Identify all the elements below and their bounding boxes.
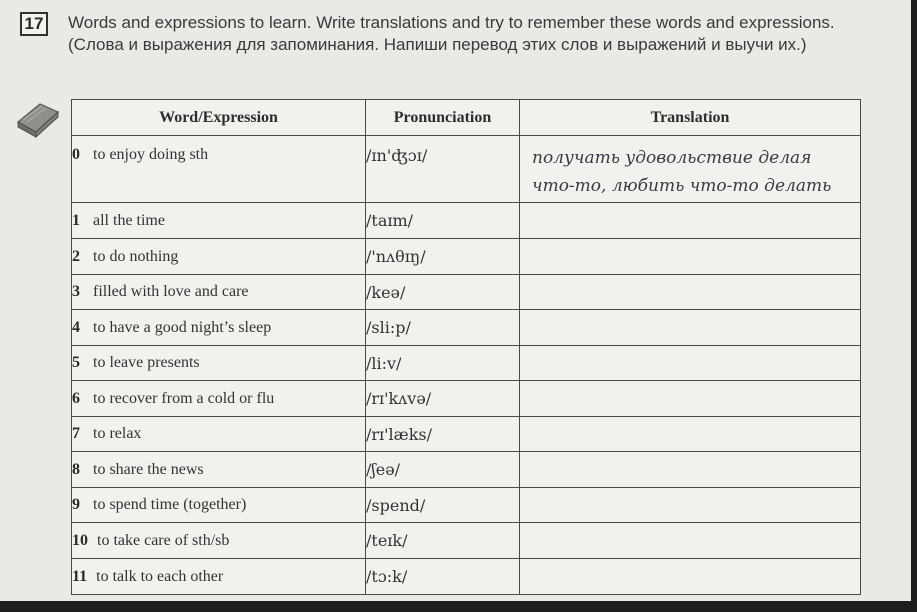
header-pronunciation: Pronunciation (366, 100, 520, 136)
word-cell (72, 488, 366, 523)
word-cell (72, 275, 366, 310)
word-text: to leave presents (93, 354, 200, 371)
pronunciation-cell: /'nʌθɪŋ/ (366, 239, 520, 275)
translation-cell[interactable] (520, 275, 861, 310)
handwritten-translation (520, 136, 860, 200)
translation-cell[interactable] (520, 452, 861, 488)
word-text: to relax (93, 425, 142, 442)
translation-line-2: что-то, любить что-то делать (532, 176, 832, 196)
header-word: Word/Expression (72, 100, 366, 136)
pronunciation-cell: /rɪ'kʌvə/ (366, 381, 520, 417)
task-number: 17 (24, 14, 44, 33)
row-number: 2 (72, 247, 80, 265)
table-row-7 (72, 417, 861, 452)
word-cell (72, 203, 366, 239)
pronunciation-cell: /sli:p/ (366, 310, 520, 346)
word-cell (72, 381, 366, 417)
table-header-row (72, 100, 861, 136)
row-number: 4 (72, 318, 80, 336)
pronunciation-cell: /li:v/ (366, 346, 520, 381)
row-number: 8 (72, 460, 80, 478)
word-text: to spend time (together) (93, 496, 247, 513)
row-number: 10 (72, 531, 88, 549)
task-instructions (68, 12, 868, 56)
row-number: 11 (72, 567, 88, 585)
table-row-3 (72, 275, 861, 310)
vocabulary-table (71, 99, 861, 595)
translation-cell[interactable] (520, 310, 861, 346)
header-translation: Translation (520, 100, 861, 136)
word-text: to recover from a cold or flu (93, 389, 275, 407)
table-row-4 (72, 310, 861, 346)
word-text: to have a good night’s sleep (93, 318, 272, 336)
translation-cell[interactable] (520, 203, 861, 239)
table-row-8 (72, 452, 861, 488)
pronunciation-cell: /ʃeə/ (366, 452, 520, 488)
word-cell (72, 136, 366, 203)
row-number: 7 (72, 425, 80, 442)
translation-cell[interactable] (520, 346, 861, 381)
pronunciation-cell: /spend/ (366, 488, 520, 523)
row-number: 1 (72, 211, 80, 229)
word-text: to talk to each other (96, 567, 224, 585)
word-text: all the time (93, 211, 165, 229)
translation-cell[interactable] (520, 136, 861, 203)
word-text: to take care of sth/sb (97, 531, 230, 549)
translation-cell[interactable] (520, 417, 861, 452)
table-row-2 (72, 239, 861, 275)
word-cell (72, 452, 366, 488)
word-cell (72, 417, 366, 452)
word-text: filled with love and care (93, 283, 249, 300)
pronunciation-cell: /taɪm/ (366, 203, 520, 239)
table-row-6 (72, 381, 861, 417)
word-cell (72, 346, 366, 381)
word-cell (72, 559, 366, 595)
translation-cell[interactable] (520, 488, 861, 523)
translation-cell[interactable] (520, 559, 861, 595)
word-cell (72, 239, 366, 275)
word-cell (72, 523, 366, 559)
pronunciation-cell: /tɔ:k/ (366, 559, 520, 595)
word-cell (72, 310, 366, 346)
table-row-0 (72, 136, 861, 203)
row-number: 0 (72, 146, 80, 163)
table-row-10 (72, 523, 861, 559)
row-number: 3 (72, 283, 80, 300)
task-number-box (20, 12, 48, 36)
table-row-11 (72, 559, 861, 595)
word-text: to do nothing (93, 247, 179, 265)
table-row-9 (72, 488, 861, 523)
notebook-icon (14, 100, 60, 140)
row-number: 5 (72, 354, 80, 371)
translation-cell[interactable] (520, 381, 861, 417)
translation-cell[interactable] (520, 523, 861, 559)
pronunciation-cell: /ɪn'ʤɔɪ/ (366, 136, 520, 203)
pronunciation-cell: /teɪk/ (366, 523, 520, 559)
row-number: 6 (72, 389, 80, 407)
instruction-russian: (Слова и выражения для запоминания. Напиши перевод этих слов и выражений и выучи их.) (68, 35, 807, 54)
row-number: 9 (72, 496, 80, 513)
word-text: to share the news (93, 460, 204, 478)
table-row-5 (72, 346, 861, 381)
instruction-english: Words and expressions to learn. Write translations and try to remember these words and expressions. (68, 13, 835, 32)
pronunciation-cell: /rɪ'læks/ (366, 417, 520, 452)
pronunciation-cell: /keə/ (366, 275, 520, 310)
translation-cell[interactable] (520, 239, 861, 275)
table-row-1 (72, 203, 861, 239)
word-text: to enjoy doing sth (93, 146, 209, 163)
translation-line-1: получать удовольствие делая (532, 148, 812, 168)
